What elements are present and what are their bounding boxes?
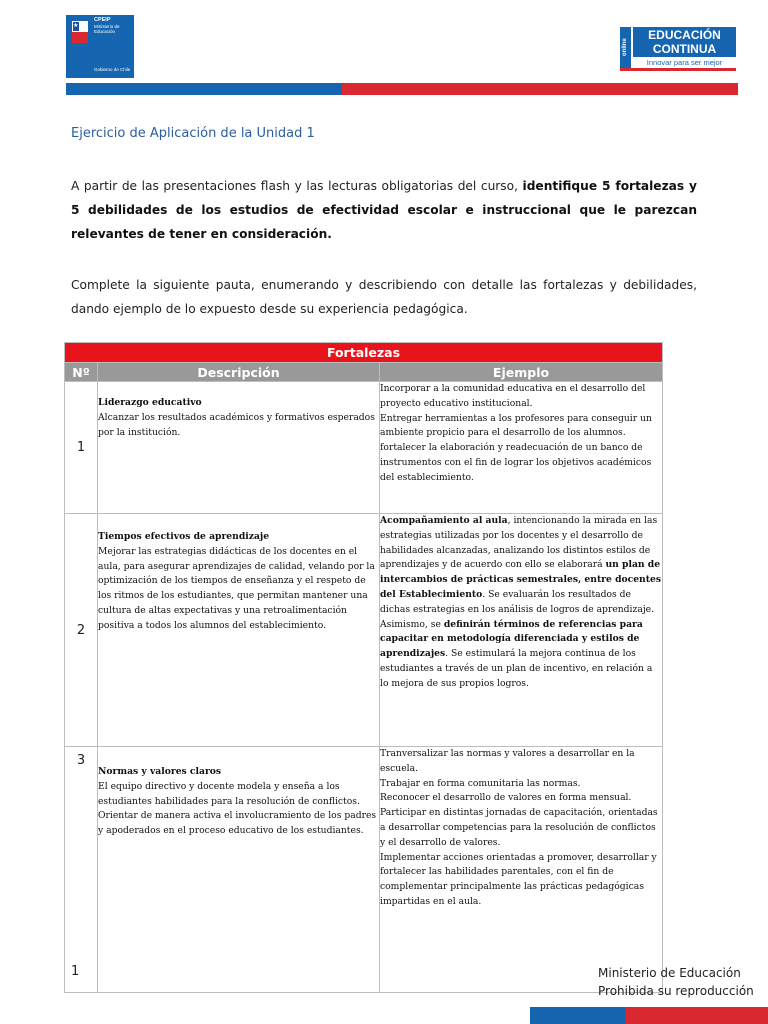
example-segment: definirán términos de referencias para capacitar en metodología diferenciada y estilos de aprendizajes (380, 618, 643, 660)
program-brand: EDUCACIÓN CONTINUA (633, 27, 736, 57)
footer-notice: Prohibida su reproducción (598, 984, 754, 998)
header-num: Nº (65, 363, 98, 382)
row-description-text: El equipo directivo y docente modela y enseña a los estudiantes habilidades para la resolución de conflictos. Orientar de manera activa el involucramiento de los padres y apoderados en el proceso educativo de los estudiantes. (98, 780, 377, 837)
row-number: 3 (65, 747, 98, 993)
row-example (380, 514, 663, 747)
ministry-logo (66, 15, 134, 78)
page-number: 1 (71, 964, 80, 979)
example-segment: . Se estimulará la mejora continua de los estudiantes a través de un plan de incentivo, en relación a lo mejora de sus propios logros. (380, 648, 653, 689)
online-label: online (620, 27, 631, 68)
row-number: 2 (65, 514, 98, 747)
row-description (98, 382, 380, 514)
completion-paragraph: Complete la siguiente pauta, enumerando y describiendo con detalle las fortalezas y debilidades, dando ejemplo de lo expuesto desde su experiencia pedagógica. (71, 278, 697, 316)
chile-flag-icon: ★ (72, 21, 88, 43)
footer-bar-blue (530, 1007, 626, 1024)
header-description: Descripción (98, 363, 380, 382)
footer-bar-red (626, 1007, 768, 1024)
instruction-paragraph: A partir de las presentaciones flash y las lecturas obligatorias del curso, identifique 5 fortalezas y 5 debilidades de los estudios de efectividad escolar e instruccional que le parezcan relevantes de tener en consideración. (71, 179, 697, 241)
document-title: Ejercicio de Aplicación de la Unidad 1 (71, 126, 315, 141)
instruction-emphasis: identifique 5 fortalezas y 5 debilidades de los estudios de efectividad escolar e instruccional que le parezcan relevantes de tener en consideración. (71, 179, 697, 241)
row-example: Incorporar a la comunidad educativa en el desarrollo del proyecto educativo institucional. Entregar herramientas a los profesores para conseguir un ambiente propicio para el desarrollo de los alumnos. fortalecer la elaboración y readecuación de un banco de instrumentos con el fin de lograr los objetivos académicos del establecimiento. (380, 382, 663, 514)
row-example: Tranversalizar las normas y valores a desarrollar en la escuela. Trabajar en forma comunitaria las normas. Reconocer el desarrollo de valores en forma mensual. Participar en distintas jornadas de capacitación, orientadas a desarrollar competencias para la resolución de conflictos y el desarrollo de valores. Implementar acciones orientadas a promover, desarrollar y fortalecer las habilidades parentales, con el fin de complementar principalmente las prácticas pedagógicas impartidas en el aula. (380, 747, 663, 993)
educacion-continua-logo (620, 27, 736, 71)
row-description-text: Alcanzar los resultados académicos y formativos esperados por la institución. (98, 411, 375, 438)
row-description (98, 514, 380, 747)
row-title: Normas y valores claros (98, 766, 222, 777)
header-bar-red (342, 83, 738, 95)
row-number: 1 (65, 382, 98, 514)
table-row (65, 747, 663, 993)
example-segment: Acompañamiento al aula (380, 515, 508, 526)
row-title: Liderazgo educativo (98, 397, 202, 408)
example-segment: un plan de intercambios de prácticas semestrales, entre docentes del Establecimiento (380, 559, 661, 600)
example-segment: . Se evaluarán los resultados de dichas estrategias en los análisis de logros de aprendizaje. Asimismo, se (380, 588, 655, 630)
table-title: Fortalezas (65, 343, 663, 363)
example-segment: , intencionando la mirada en las estrategias utilizadas por los docentes y el desarrollo de habilidades alcanzadas, analizando los distintos estilos de aprendizajes y de acuerdo con ello se elaborará (380, 515, 658, 571)
government-label: Gobierno de Chile (94, 67, 131, 72)
table-row (65, 514, 663, 747)
strengths-table (64, 342, 663, 993)
table-row (65, 382, 663, 514)
row-description (98, 747, 380, 993)
row-description-text: Mejorar las estrategias didácticas de los docentes en el aula, para asegurar aprendizajes de calidad, velando por la optimización de los tiempos de enseñanza y el respeto de los ritmos de los estudiantes, que permitan mantener una cultura de altas expectativas y una retroalimentación positiva a todos los alumnos del establecimiento. (98, 545, 375, 631)
row-title: Tiempos efectivos de aprendizaje (98, 531, 270, 542)
header-bar-blue (66, 83, 342, 95)
ministry-logo-text: CPEIP Ministerio de Educación (94, 17, 120, 34)
program-tagline: Innovar para ser mejor (646, 58, 723, 67)
footer-text (598, 964, 768, 1000)
header-example: Ejemplo (380, 363, 663, 382)
footer-ministry: Ministerio de Educación (598, 966, 741, 980)
